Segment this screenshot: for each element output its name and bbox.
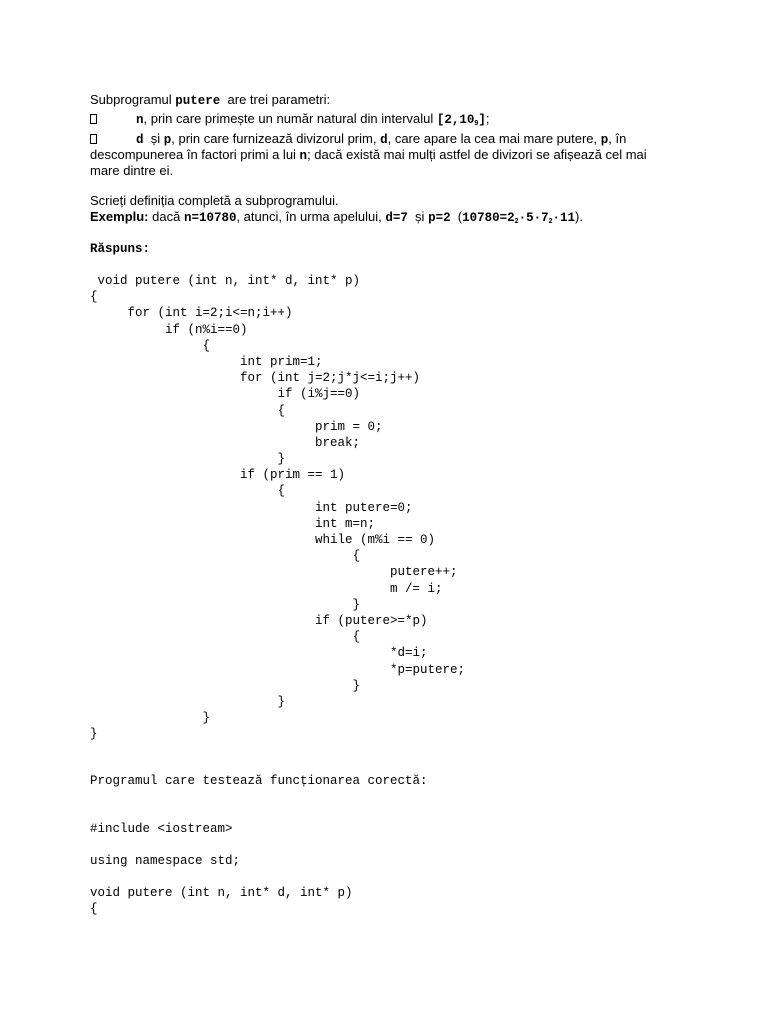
factor-exp-2: 2 xyxy=(548,218,553,225)
task-line: Scrieți definiția completă a subprogramului. xyxy=(90,193,339,208)
bullet-2-desc-3: , în xyxy=(608,131,627,146)
intro-text-end: are trei parametri: xyxy=(220,92,331,107)
code-line: if (prim == 1) xyxy=(90,468,346,483)
code-line: void putere (int n, int* d, int* p) xyxy=(90,274,361,288)
param-d: d xyxy=(136,133,144,147)
code-line: { xyxy=(90,630,361,645)
bullet-2-line-2 xyxy=(90,147,647,163)
example-label: Exemplu: xyxy=(90,209,149,224)
code-block-solution xyxy=(90,273,465,742)
param-p-ref: p xyxy=(600,133,609,147)
test-label: Programul care testează funcționarea corectă: xyxy=(90,774,428,788)
bullet-2-conj: și xyxy=(143,131,164,146)
code-line: for (int j=2;j*j<=i;j++) xyxy=(90,371,421,386)
bullet-2-text xyxy=(136,131,626,148)
example-text-4: ( xyxy=(450,209,463,224)
bullet-2-desc-2: , care apare la cea mai mare putere, xyxy=(387,131,601,146)
checkbox-icon xyxy=(90,134,97,144)
code-line: int prim=1; xyxy=(90,354,323,369)
param-n: n xyxy=(136,113,144,127)
range-end: ] xyxy=(478,113,486,127)
code-line: } xyxy=(90,711,211,726)
example-line xyxy=(90,209,583,225)
checkbox-icon xyxy=(90,114,97,124)
example-d: d=7 xyxy=(385,211,408,225)
factor-part-2: ·5·7 xyxy=(518,211,549,225)
factor-part-3: ·11 xyxy=(552,211,575,225)
intro-line xyxy=(90,92,330,108)
bullet-1-desc: , prin care primește un număr natural din intervalul xyxy=(143,111,437,126)
bullet-2-text-2: descompunerea în factori primi a lui xyxy=(90,147,300,162)
code-signature: void putere (int n, int* d, int* p) xyxy=(90,886,353,900)
bullet-2-desc: , prin care furnizează divizorul prim, xyxy=(171,131,381,146)
code-line: int putere=0; xyxy=(90,500,413,515)
code-line: } xyxy=(90,597,361,612)
example-text-5: ). xyxy=(575,209,583,224)
code-line: *d=i; xyxy=(90,646,428,661)
bullet-2-text-3: ; dacă există mai mulți astfel de divizori se afișează cel mai xyxy=(307,147,647,162)
code-line: *p=putere; xyxy=(90,662,466,677)
code-line: } xyxy=(90,452,286,467)
code-line: if (i%j==0) xyxy=(90,387,361,402)
code-line: { xyxy=(90,484,286,499)
code-line: } xyxy=(90,678,361,693)
code-line: if (putere>=*p) xyxy=(90,613,428,628)
code-line: m /= i; xyxy=(90,581,443,596)
param-d-ref: d xyxy=(380,133,388,147)
code-line: putere++; xyxy=(90,565,458,580)
code-open-brace: { xyxy=(90,902,98,916)
param-n-ref: n xyxy=(299,149,308,163)
code-line: } xyxy=(90,727,98,742)
bullet-2-line-3: mare dintre ei. xyxy=(90,163,174,178)
bullet-1 xyxy=(90,111,97,127)
code-line: } xyxy=(90,694,286,709)
code-line: prim = 0; xyxy=(90,419,383,434)
answer-label: Răspuns: xyxy=(90,242,151,256)
code-line: { xyxy=(90,338,211,353)
bullet-2 xyxy=(90,131,97,147)
code-line: if (n%i==0) xyxy=(90,322,248,337)
range-start: [2,10 xyxy=(436,113,475,127)
code-line: int m=n; xyxy=(90,516,376,531)
code-line: break; xyxy=(90,435,361,450)
factor-exp-1: 2 xyxy=(514,218,519,225)
code-line: { xyxy=(90,403,286,418)
function-name: putere xyxy=(175,94,221,108)
intro-text: Subprogramul xyxy=(90,92,176,107)
bullet-1-text xyxy=(136,111,489,132)
example-p: p=2 xyxy=(428,211,451,225)
example-text: dacă xyxy=(148,209,184,224)
factor-part-1: 10780=2 xyxy=(462,211,515,225)
code-line: while (m%i == 0) xyxy=(90,533,436,547)
example-n: n=10780 xyxy=(183,211,237,225)
example-text-3: și xyxy=(407,209,429,224)
code-line: for (int i=2;i<=n;i++) xyxy=(90,306,293,321)
range-exponent: 9 xyxy=(474,120,479,127)
example-text-2: , atunci, în urma apelului, xyxy=(236,209,386,224)
code-using: using namespace std; xyxy=(90,854,241,868)
param-p: p xyxy=(163,133,172,147)
bullet-1-end: ; xyxy=(485,111,490,126)
code-include: #include <iostream> xyxy=(90,822,233,836)
code-line: { xyxy=(90,549,361,564)
code-line: { xyxy=(90,290,98,305)
